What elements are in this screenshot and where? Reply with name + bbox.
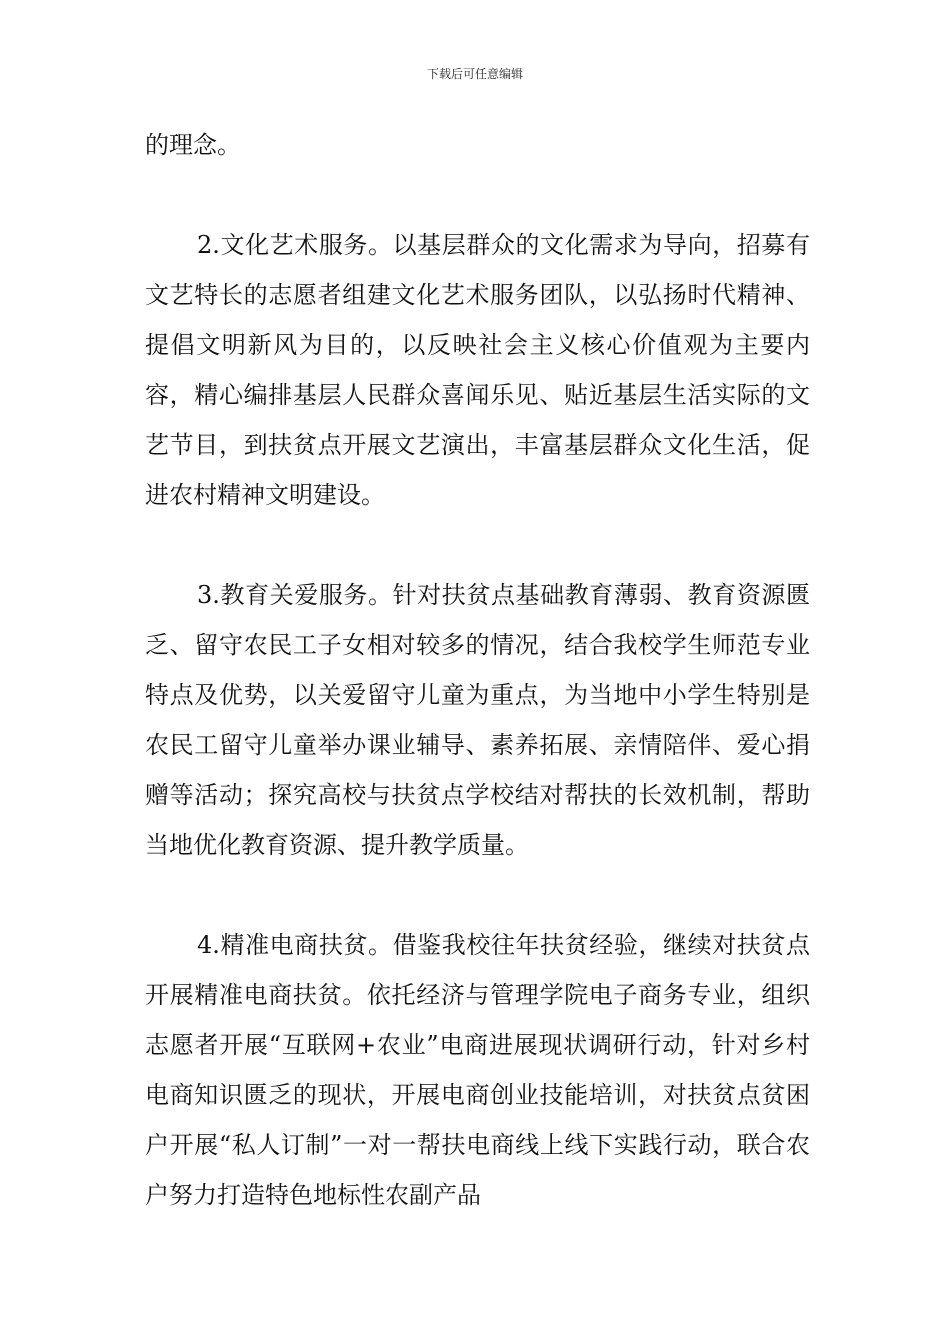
paragraph-spacer xyxy=(145,870,810,920)
paragraph-education-care-service: 3.教育关爱服务。针对扶贫点基础教育薄弱、教育资源匮乏、留守农民工子女相对较多的情况，结合我校学生师范专业特点及优势，以关爱留守儿童为重点，为当地中小学生特别是农民工留守儿童举办课业辅导、素养拓展、亲情陪伴、爱心捐赠等活动；探究高校与扶贫点学校结对帮扶的长效机制，帮助当地优化教育资源、提升教学质量。 xyxy=(145,581,810,859)
paragraph-culture-art-service: 2.文化艺术服务。以基层群众的文化需求为导向，招募有文艺特长的志愿者组建文化艺术服务团队，以弘扬时代精神、提倡文明新风为目的，以反映社会主义核心价值观为主要内容，精心编排基层人民群众喜闻乐见、贴近基层生活实际的文艺节目，到扶贫点开展文艺演出，丰富基层群众文化生活，促进农村精神文明建设。 xyxy=(145,231,810,509)
document-body xyxy=(145,120,810,1220)
paragraph-ecommerce-poverty-alleviation: 4.精准电商扶贫。借鉴我校往年扶贫经验，继续对扶贫点开展精准电商扶贫。依托经济与管理学院电子商务专业，组织志愿者开展“互联网+农业”电商进展现状调研行动，针对乡村电商知识匮乏的现状，开展电商创业技能培训，对扶贫点贫困户开展“私人订制”一对一帮扶电商线上线下实践行动，联合农户努力打造特色地标性农副产品 xyxy=(145,931,810,1209)
page-header: 下载后可任意编辑 xyxy=(426,67,523,81)
paragraph-spacer xyxy=(145,170,810,220)
paragraph-continuation: 的理念。 xyxy=(145,131,241,159)
paragraph-spacer xyxy=(145,520,810,570)
